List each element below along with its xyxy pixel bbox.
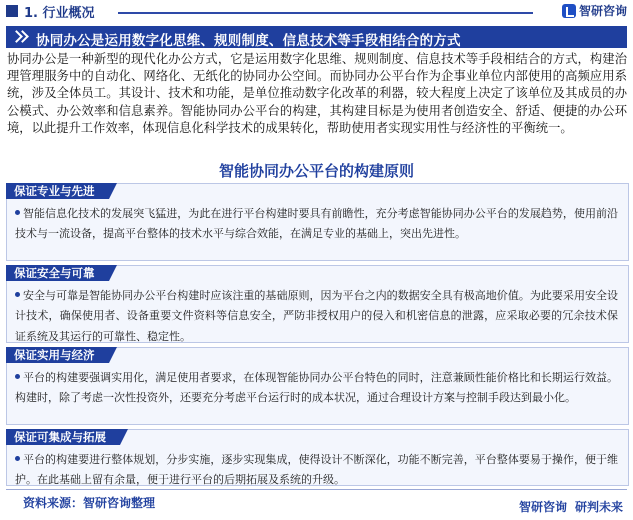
- bullet-icon: [15, 292, 20, 297]
- section-title: 智能协同办公平台的构建原则: [218, 162, 414, 180]
- source-note: 资料来源：智研咨询整理: [23, 496, 156, 510]
- principle-text: 平台的构建要进行整体规划，分步实施，逐步实现集成，使得设计不断深化，功能不断完善，平台整体要易于操作，便于维护。在此基础上留有余量，便于进行平台的后期拓展及系统的升级。: [15, 453, 618, 487]
- principle-body: [15, 450, 618, 491]
- intro-paragraph: 协同办公是一种新型的现代化办公方式，它是运用数字化思维、规则制度、信息技术等手段相结合的方式，构建治理管理服务中的自动化、网络化、无纸化的协同办公空间。而协同办公平台作为企事业单位内部使用的高频应用系统，涉及全体员工。其设计、技术和功能，是单位推动数字化改革的利器，较大程度上决定了该单位及其成员的办公模式、办公效率和信息素养。智能协同办公平台的构建，其构建目标是为使用者创造安全、舒适、便捷的办公环境，以此提升工作效率，体现信息化科学技术的成果转化，帮助使用者实现实用性与经济性的平衡统一。: [7, 52, 627, 135]
- footer-brand: [519, 498, 623, 515]
- footer-divider: [6, 489, 627, 490]
- bullet-icon: [15, 456, 20, 461]
- principle-title: 保证专业与先进: [6, 183, 109, 199]
- brand-left: 智研咨询: [518, 500, 567, 514]
- check-logo-icon: [562, 4, 576, 18]
- double-chevron-icon: [12, 30, 28, 44]
- principle-panel-4: [6, 429, 629, 486]
- principle-panel-1: [6, 183, 629, 261]
- principle-title: 保证可集成与拓展: [6, 429, 120, 445]
- section-marker-icon: [6, 5, 18, 17]
- principle-text: 安全与可靠是智能协同办公平台构建时应该注重的基础原则，因为平台之内的数据安全具有极高地价值。为此要采用安全设计技术，确保使用者、设备重要文件资料等信息安全，严防非授权用户的侵入和机密信息的泄露，应采取必要的冗余技术保证系统及其运行的可靠性、稳定性。: [15, 289, 618, 343]
- bullet-icon: [15, 210, 20, 215]
- bullet-icon: [15, 374, 20, 379]
- principle-body: [15, 286, 618, 347]
- logo-text: 智研咨询: [578, 4, 627, 18]
- principle-text: 平台的构建要强调实用化，满足使用者要求，在体现智能协同办公平台特色的同时，注意兼顾性能价格比和长期运行效益。构建时，除了考虑一次性投资外，还要充分考虑平台运行时的成本状况，通过合理设计方案与控制手段达到最小化。: [15, 371, 618, 405]
- principle-body: [15, 204, 618, 245]
- headline-banner: [6, 26, 627, 48]
- top-bar: [0, 0, 633, 22]
- section-label: 1. 行业概况: [24, 6, 95, 21]
- header-divider: [118, 12, 533, 14]
- principle-body: [15, 368, 618, 409]
- principle-title: 保证安全与可靠: [6, 265, 109, 281]
- principle-title: 保证实用与经济: [6, 347, 109, 363]
- principle-text: 智能信息化技术的发展突飞猛进，为此在进行平台构建时要具有前瞻性，充分考虑智能协同办公平台的发展趋势，使用前沿技术与一流设备，提高平台整体的技术水平与综合效能，在满足专业的基础上，突出先进性。: [15, 207, 618, 241]
- brand-logo: [562, 2, 627, 19]
- brand-right: 研判未来: [574, 500, 623, 514]
- principle-panel-3: [6, 347, 629, 425]
- headline-text: 协同办公是运用数字化思维、规则制度、信息技术等手段相结合的方式: [36, 33, 461, 49]
- principle-panel-2: [6, 265, 629, 343]
